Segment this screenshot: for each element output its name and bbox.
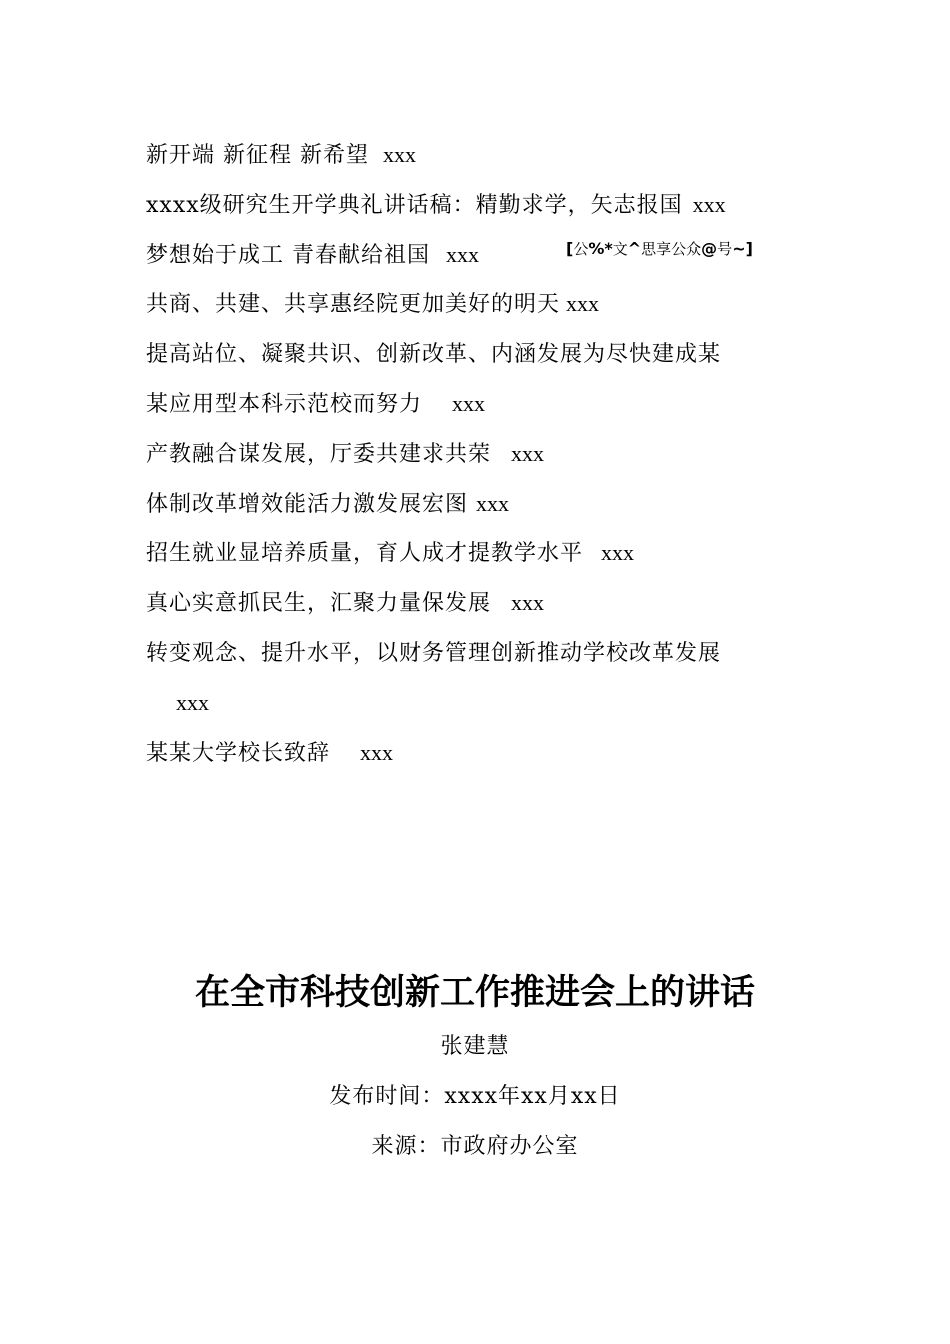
toc-item-title: 转变观念、提升水平，以财务管理创新推动学校改革发展 [146,640,722,666]
toc-item-title: xxxx级研究生开学典礼讲话稿：精勤求学，矢志报国 [146,192,683,218]
toc-item-author: xxx [476,490,510,516]
article-date [0,1082,950,1112]
toc-item [146,429,806,479]
toc-item [146,628,806,678]
toc-item-title: 某某大学校长致辞 [146,740,331,766]
date-label: 发布时间： [329,1084,445,1109]
toc-item [146,578,806,628]
watermark-part: 号 [717,240,733,258]
watermark-part: 公 [573,240,589,258]
toc-item [146,180,806,230]
watermark-part: [ [566,239,574,258]
watermark-part: 思享公众 [641,240,702,258]
watermark-part: %* [588,239,613,258]
toc-item [146,678,806,728]
toc-item [146,728,806,778]
toc-list [146,130,806,777]
toc-item-author: xxx [692,191,726,217]
date-value: xxxx年xx月xx日 [444,1084,621,1109]
toc-item-author: xxx [452,390,486,416]
toc-item-author: xxx [383,142,416,167]
toc-item-author: xxx [176,689,209,715]
toc-item-author: xxx [601,540,635,566]
toc-item [146,329,806,379]
toc-item [146,279,806,329]
article-source [0,1132,950,1162]
toc-item [146,379,806,429]
toc-item-title: 招生就业显培养质量，育人成才提教学水平 [146,541,584,567]
toc-item-title: 新开端 新征程 新希望 [146,143,369,168]
article-author: 张建慧 [440,1034,510,1059]
toc-item-title: 梦想始于成工 青春献给祖国 [146,242,430,268]
watermark-part: ~] [732,239,753,258]
watermark-part: ^ [627,239,642,258]
toc-item-title: 共商、共建、共享惠经院更加美好的明天 [146,292,561,318]
watermark-part: 文 [612,240,628,258]
watermark-part: @ [701,239,718,258]
toc-item-title: 体制改革增效能活力激发展宏图 [146,491,469,517]
toc-item-author: xxx [511,440,545,466]
toc-item-title: 某应用型本科示范校而努力 [146,391,423,417]
toc-item-title: 产教融合谋发展，厅委共建求共荣 [146,441,492,467]
toc-item [146,528,806,578]
source-label: 来源： [371,1134,441,1159]
watermark-text [566,238,753,259]
toc-item-title: 提高站位、凝聚共识、创新改革、内涵发展为尽快建成某 [146,342,722,368]
toc-item-title: 真心实意抓民生，汇聚力量保发展 [146,591,492,617]
toc-item-author: xxx [360,739,394,765]
toc-item-author: xxx [511,590,545,616]
source-value: 市政府办公室 [440,1134,579,1159]
toc-item [146,130,806,180]
toc-item [146,479,806,529]
toc-item-author: xxx [566,291,600,317]
toc-item-author: xxx [446,241,479,267]
article-title: 在全市科技创新工作推进会上的讲话 [194,973,755,1013]
